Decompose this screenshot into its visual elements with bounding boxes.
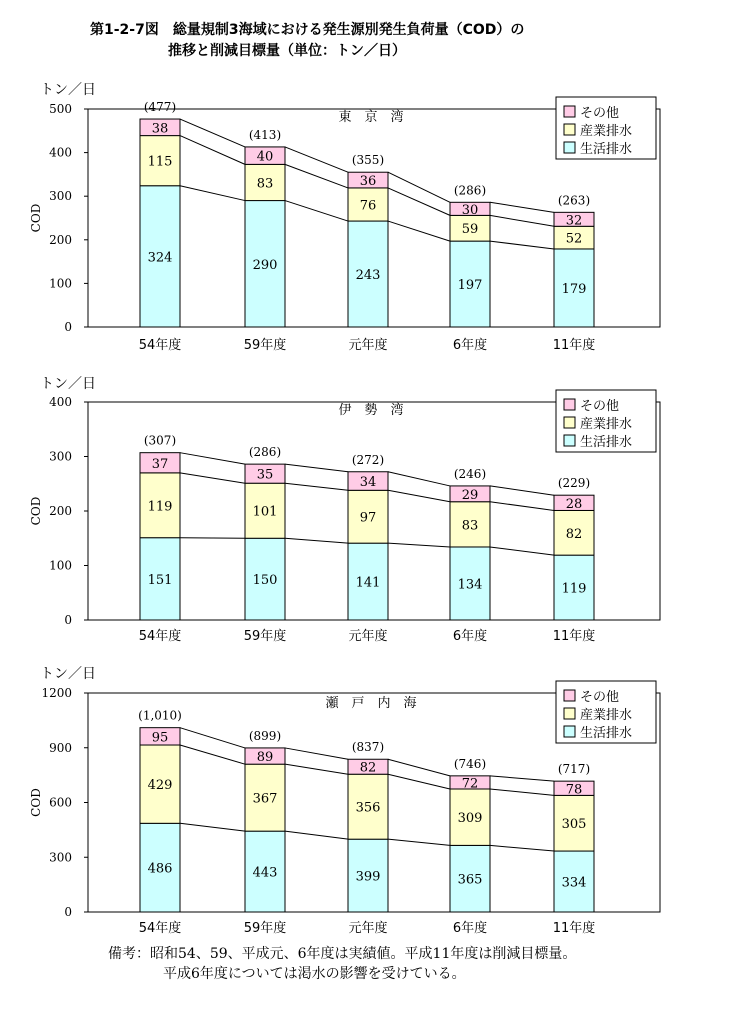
- total-label: (477): [143, 100, 177, 115]
- data-label: 34: [359, 475, 377, 491]
- y-tick-label: 200: [49, 504, 72, 518]
- figure-title: [90, 20, 524, 62]
- category-label: 6年度: [452, 338, 488, 353]
- category-label: 元年度: [348, 921, 388, 936]
- connector-line: [490, 789, 554, 795]
- data-label: 443: [252, 865, 278, 881]
- legend-swatch: [564, 417, 575, 428]
- unit-label: トン／日: [40, 666, 96, 682]
- footnote: [108, 944, 576, 984]
- connector-line: [490, 502, 554, 511]
- y-tick-label: 600: [49, 795, 72, 810]
- unit-label: トン／日: [40, 376, 96, 392]
- category-label: 11年度: [552, 629, 596, 644]
- total-label: (413): [248, 127, 282, 142]
- data-label: 29: [461, 487, 479, 503]
- data-label: 52: [565, 231, 583, 247]
- data-label: 38: [151, 121, 169, 137]
- data-label: 290: [252, 257, 278, 273]
- y-tick-label: 300: [49, 189, 72, 204]
- data-label: 305: [561, 817, 587, 833]
- connector-line: [490, 215, 554, 226]
- data-label: 119: [147, 499, 173, 515]
- y-tick-label: 0: [64, 320, 72, 334]
- y-tick-label: 500: [49, 102, 72, 116]
- data-label: 97: [359, 510, 377, 526]
- y-tick-label: 100: [49, 276, 72, 291]
- y-tick-label: 100: [49, 558, 72, 573]
- total-label: (246): [453, 466, 487, 481]
- data-label: 356: [355, 800, 381, 816]
- connector-line: [285, 201, 348, 221]
- connector-line: [285, 748, 348, 759]
- total-label: (286): [453, 183, 487, 198]
- chart-title: 瀬 戸 内 海: [325, 696, 417, 711]
- data-label: 243: [355, 268, 381, 284]
- total-label: (229): [557, 476, 591, 491]
- connector-line: [285, 831, 348, 839]
- data-label: 119: [561, 581, 587, 597]
- legend-label: その他: [580, 399, 620, 414]
- connector-line: [388, 490, 450, 501]
- y-tick-label: 900: [49, 740, 72, 755]
- legend-label: その他: [580, 106, 620, 121]
- data-label: 115: [147, 154, 173, 170]
- chart-title: 東 京 湾: [338, 110, 404, 125]
- category-label: 元年度: [348, 629, 388, 644]
- figure-title-line1: 第1-2-7図 総量規制3海域における発生源別発生負荷量（COD）の: [90, 22, 525, 38]
- figure-title-line2: 推移と削減目標量（単位：トン／日）: [168, 43, 406, 59]
- data-label: 83: [461, 518, 479, 534]
- y-tick-label: 200: [49, 232, 72, 247]
- data-label: 59: [461, 222, 479, 238]
- data-label: 89: [256, 750, 274, 766]
- legend-label: 生活排水: [580, 435, 633, 450]
- y-tick-label: 300: [49, 850, 72, 865]
- data-label: 197: [457, 278, 483, 294]
- category-label: 11年度: [552, 338, 596, 353]
- data-label: 40: [256, 149, 274, 165]
- data-label: 82: [359, 760, 377, 776]
- data-label: 150: [252, 573, 278, 589]
- legend-label: 産業排水: [580, 124, 633, 139]
- legend-label: 生活排水: [580, 726, 633, 741]
- data-label: 334: [561, 875, 587, 891]
- connector-line: [180, 728, 245, 748]
- unit-label: トン／日: [40, 82, 96, 98]
- connector-line: [180, 136, 245, 165]
- total-label: (717): [557, 762, 591, 777]
- connector-line: [180, 473, 245, 483]
- connector-line: [490, 486, 554, 495]
- data-label: 35: [256, 467, 274, 483]
- connector-line: [285, 538, 348, 543]
- connector-line: [490, 202, 554, 212]
- category-label: 6年度: [452, 629, 488, 644]
- connector-line: [388, 172, 450, 202]
- connector-line: [285, 764, 348, 774]
- total-label: (286): [248, 445, 282, 460]
- connector-line: [180, 186, 245, 201]
- legend-label: 産業排水: [580, 417, 633, 432]
- data-label: 365: [457, 872, 483, 888]
- data-label: 82: [565, 526, 583, 542]
- chart-tokyo-bay: [0, 82, 750, 353]
- data-label: 28: [565, 496, 583, 512]
- footnote-line2: 平成6年度については渇水の影響を受けている。: [163, 966, 466, 982]
- connector-line: [388, 774, 450, 789]
- data-label: 72: [461, 776, 479, 792]
- legend-label: 産業排水: [580, 708, 633, 723]
- data-label: 78: [565, 782, 583, 798]
- connector-line: [285, 483, 348, 490]
- data-label: 83: [256, 176, 274, 192]
- data-label: 36: [359, 174, 377, 190]
- data-label: 151: [147, 572, 173, 588]
- total-label: (307): [143, 433, 177, 448]
- data-label: 179: [561, 281, 587, 297]
- total-label: (1,010): [138, 708, 182, 723]
- data-label: 95: [151, 730, 169, 746]
- category-label: 54年度: [138, 338, 182, 353]
- connector-line: [388, 221, 450, 241]
- data-label: 30: [461, 202, 479, 218]
- data-label: 399: [355, 869, 381, 885]
- total-label: (272): [351, 452, 385, 467]
- chart-title: 伊 勢 湾: [338, 403, 404, 418]
- legend-swatch: [564, 708, 575, 719]
- y-tick-label: 0: [64, 613, 72, 627]
- category-label: 54年度: [138, 921, 182, 936]
- connector-line: [180, 453, 245, 464]
- legend-swatch: [564, 399, 575, 410]
- total-label: (746): [453, 756, 487, 771]
- connector-line: [388, 759, 450, 776]
- connector-line: [180, 823, 245, 831]
- legend-swatch: [564, 435, 575, 446]
- category-label: 11年度: [552, 921, 596, 936]
- connector-line: [388, 543, 450, 547]
- connector-line: [490, 241, 554, 249]
- data-label: 141: [355, 575, 381, 591]
- legend-swatch: [564, 124, 575, 135]
- y-tick-label: 400: [49, 395, 72, 409]
- data-label: 486: [147, 861, 173, 877]
- legend-swatch: [564, 106, 575, 117]
- y-axis-label: COD: [29, 203, 43, 233]
- connector-line: [180, 745, 245, 764]
- connector-line: [388, 472, 450, 486]
- total-label: (355): [351, 153, 385, 168]
- category-label: 54年度: [138, 629, 182, 644]
- category-label: 元年度: [348, 338, 388, 353]
- connector-line: [490, 547, 554, 555]
- legend-swatch: [564, 690, 575, 701]
- category-label: 59年度: [243, 338, 287, 353]
- footnote-line1: 備考：昭和54、59、平成元、6年度は実績値。平成11年度は削減目標量。: [108, 946, 577, 962]
- connector-line: [285, 464, 348, 472]
- data-label: 309: [457, 811, 483, 827]
- data-label: 134: [457, 577, 483, 593]
- y-tick-label: 400: [49, 145, 72, 160]
- y-axis-label: COD: [29, 788, 43, 817]
- connector-line: [388, 839, 450, 845]
- y-axis-label: COD: [29, 496, 43, 526]
- data-label: 324: [147, 250, 173, 266]
- total-label: (263): [557, 193, 591, 208]
- connector-line: [388, 188, 450, 215]
- connector-line: [180, 119, 245, 147]
- data-label: 367: [252, 791, 278, 807]
- y-tick-label: 1200: [41, 686, 72, 700]
- y-tick-label: 300: [49, 449, 72, 464]
- legend-label: 生活排水: [580, 142, 633, 157]
- legend-label: その他: [580, 690, 620, 705]
- category-label: 59年度: [243, 921, 287, 936]
- data-label: 101: [252, 504, 278, 520]
- legend-swatch: [564, 142, 575, 153]
- total-label: (899): [248, 728, 282, 743]
- category-label: 59年度: [243, 629, 287, 644]
- connector-line: [490, 776, 554, 781]
- data-label: 37: [151, 456, 169, 472]
- legend-swatch: [564, 726, 575, 737]
- y-tick-label: 0: [64, 905, 72, 919]
- chart-seto-inland-sea: [0, 662, 750, 952]
- data-label: 32: [565, 213, 583, 229]
- category-label: 6年度: [452, 921, 488, 936]
- data-label: 429: [147, 778, 173, 794]
- connector-line: [180, 538, 245, 539]
- data-label: 76: [359, 198, 377, 214]
- chart-ise-bay: [0, 372, 750, 652]
- total-label: (837): [351, 740, 385, 755]
- connector-line: [490, 845, 554, 851]
